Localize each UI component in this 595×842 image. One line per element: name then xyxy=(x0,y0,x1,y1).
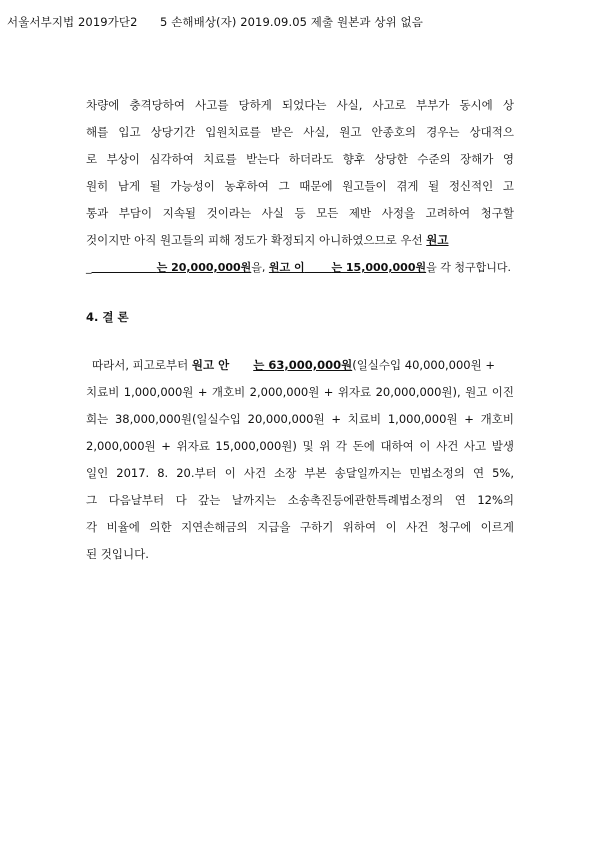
paragraph-line xyxy=(86,227,514,254)
paragraph-line: 일인 2017. 8. 20.부터 이 사건 소장 부본 송달일까지는 민법소정의 연 5%, xyxy=(86,466,514,480)
plaintiff1-total-amount: 는 63,000,000원 xyxy=(253,358,353,372)
paragraph-line-text: (일실수입 40,000,000원 + xyxy=(352,358,496,372)
paragraph-line xyxy=(86,254,514,281)
plaintiff2-label: 원고 이 xyxy=(268,261,305,274)
paragraph-line: 원히 남게 될 가능성이 농후하여 그 때문에 원고들이 겪게 될 정신적인 고 xyxy=(86,179,514,193)
redacted-name-gap xyxy=(229,358,253,372)
section-title: 4. 결 론 xyxy=(86,310,129,324)
paragraph-line: 로 부상이 심각하여 치료를 받는다 하더라도 향후 상당한 수준의 장해가 영 xyxy=(86,152,514,166)
paragraph-line: 그 다음날부터 다 갚는 날까지는 소송촉진등에관한특례법소정의 연 12%의 xyxy=(86,493,514,507)
plaintiff1-label: 원고 안 xyxy=(191,358,230,372)
paragraph-line: 2,000,000원 + 위자료 15,000,000원) 및 위 각 돈에 대하여 이 사건 사고 발생 xyxy=(86,439,514,453)
document-body xyxy=(86,92,514,568)
plaintiff1-label: 원고 xyxy=(426,233,449,247)
paragraph-line-text: 것이지만 아직 원고들의 피해 정도가 확정되지 아니하였으므로 우선 xyxy=(86,233,427,247)
paragraph-line: 희는 38,000,000원(일실수입 20,000,000원 + 치료비 1,000,000원 + 개호비 xyxy=(86,412,514,426)
paragraph-line-text: 을 각 청구합니다. xyxy=(426,261,511,274)
paragraph-line: 치료비 1,000,000원 + 개호비 2,000,000원 + 위자료 20,000,000원), 원고 이진 xyxy=(86,385,514,399)
paragraph-conclusion xyxy=(86,352,514,568)
paragraph-line xyxy=(86,352,514,379)
plaintiff1-amount: 는 20,000,000원 xyxy=(156,261,252,274)
paragraph-line: 해를 입고 상당기간 입원치료를 받은 사실, 원고 안종호의 경우는 상대적으 xyxy=(86,125,514,139)
plaintiff2-amount: 는 15,000,000원 xyxy=(331,261,427,274)
line-marker: _ xyxy=(86,261,92,274)
paragraph-line: 된 것입니다. xyxy=(86,547,149,561)
document-header: 서울서부지법 2019가단2 5 손해배상(자) 2019.09.05 제출 원본과 상위 없음 xyxy=(7,15,423,29)
paragraph-line-text: 을, xyxy=(251,261,269,274)
paragraph-claim xyxy=(86,92,514,281)
paragraph-line: 각 비율에 의한 지연손해금의 지급을 구하기 위하여 이 사건 청구에 이르게 xyxy=(86,520,514,534)
paragraph-line: 차량에 충격당하여 사고를 당하게 되었다는 사실, 사고로 부부가 동시에 상 xyxy=(86,98,514,112)
paragraph-line: 통과 부담이 지속될 것이라는 사실 등 모든 제반 사정을 고려하여 청구할 xyxy=(86,206,514,220)
redacted-name-gap xyxy=(92,261,157,274)
redacted-name-gap xyxy=(305,261,332,274)
paragraph-line-text: 따라서, 피고로부터 xyxy=(92,358,192,372)
